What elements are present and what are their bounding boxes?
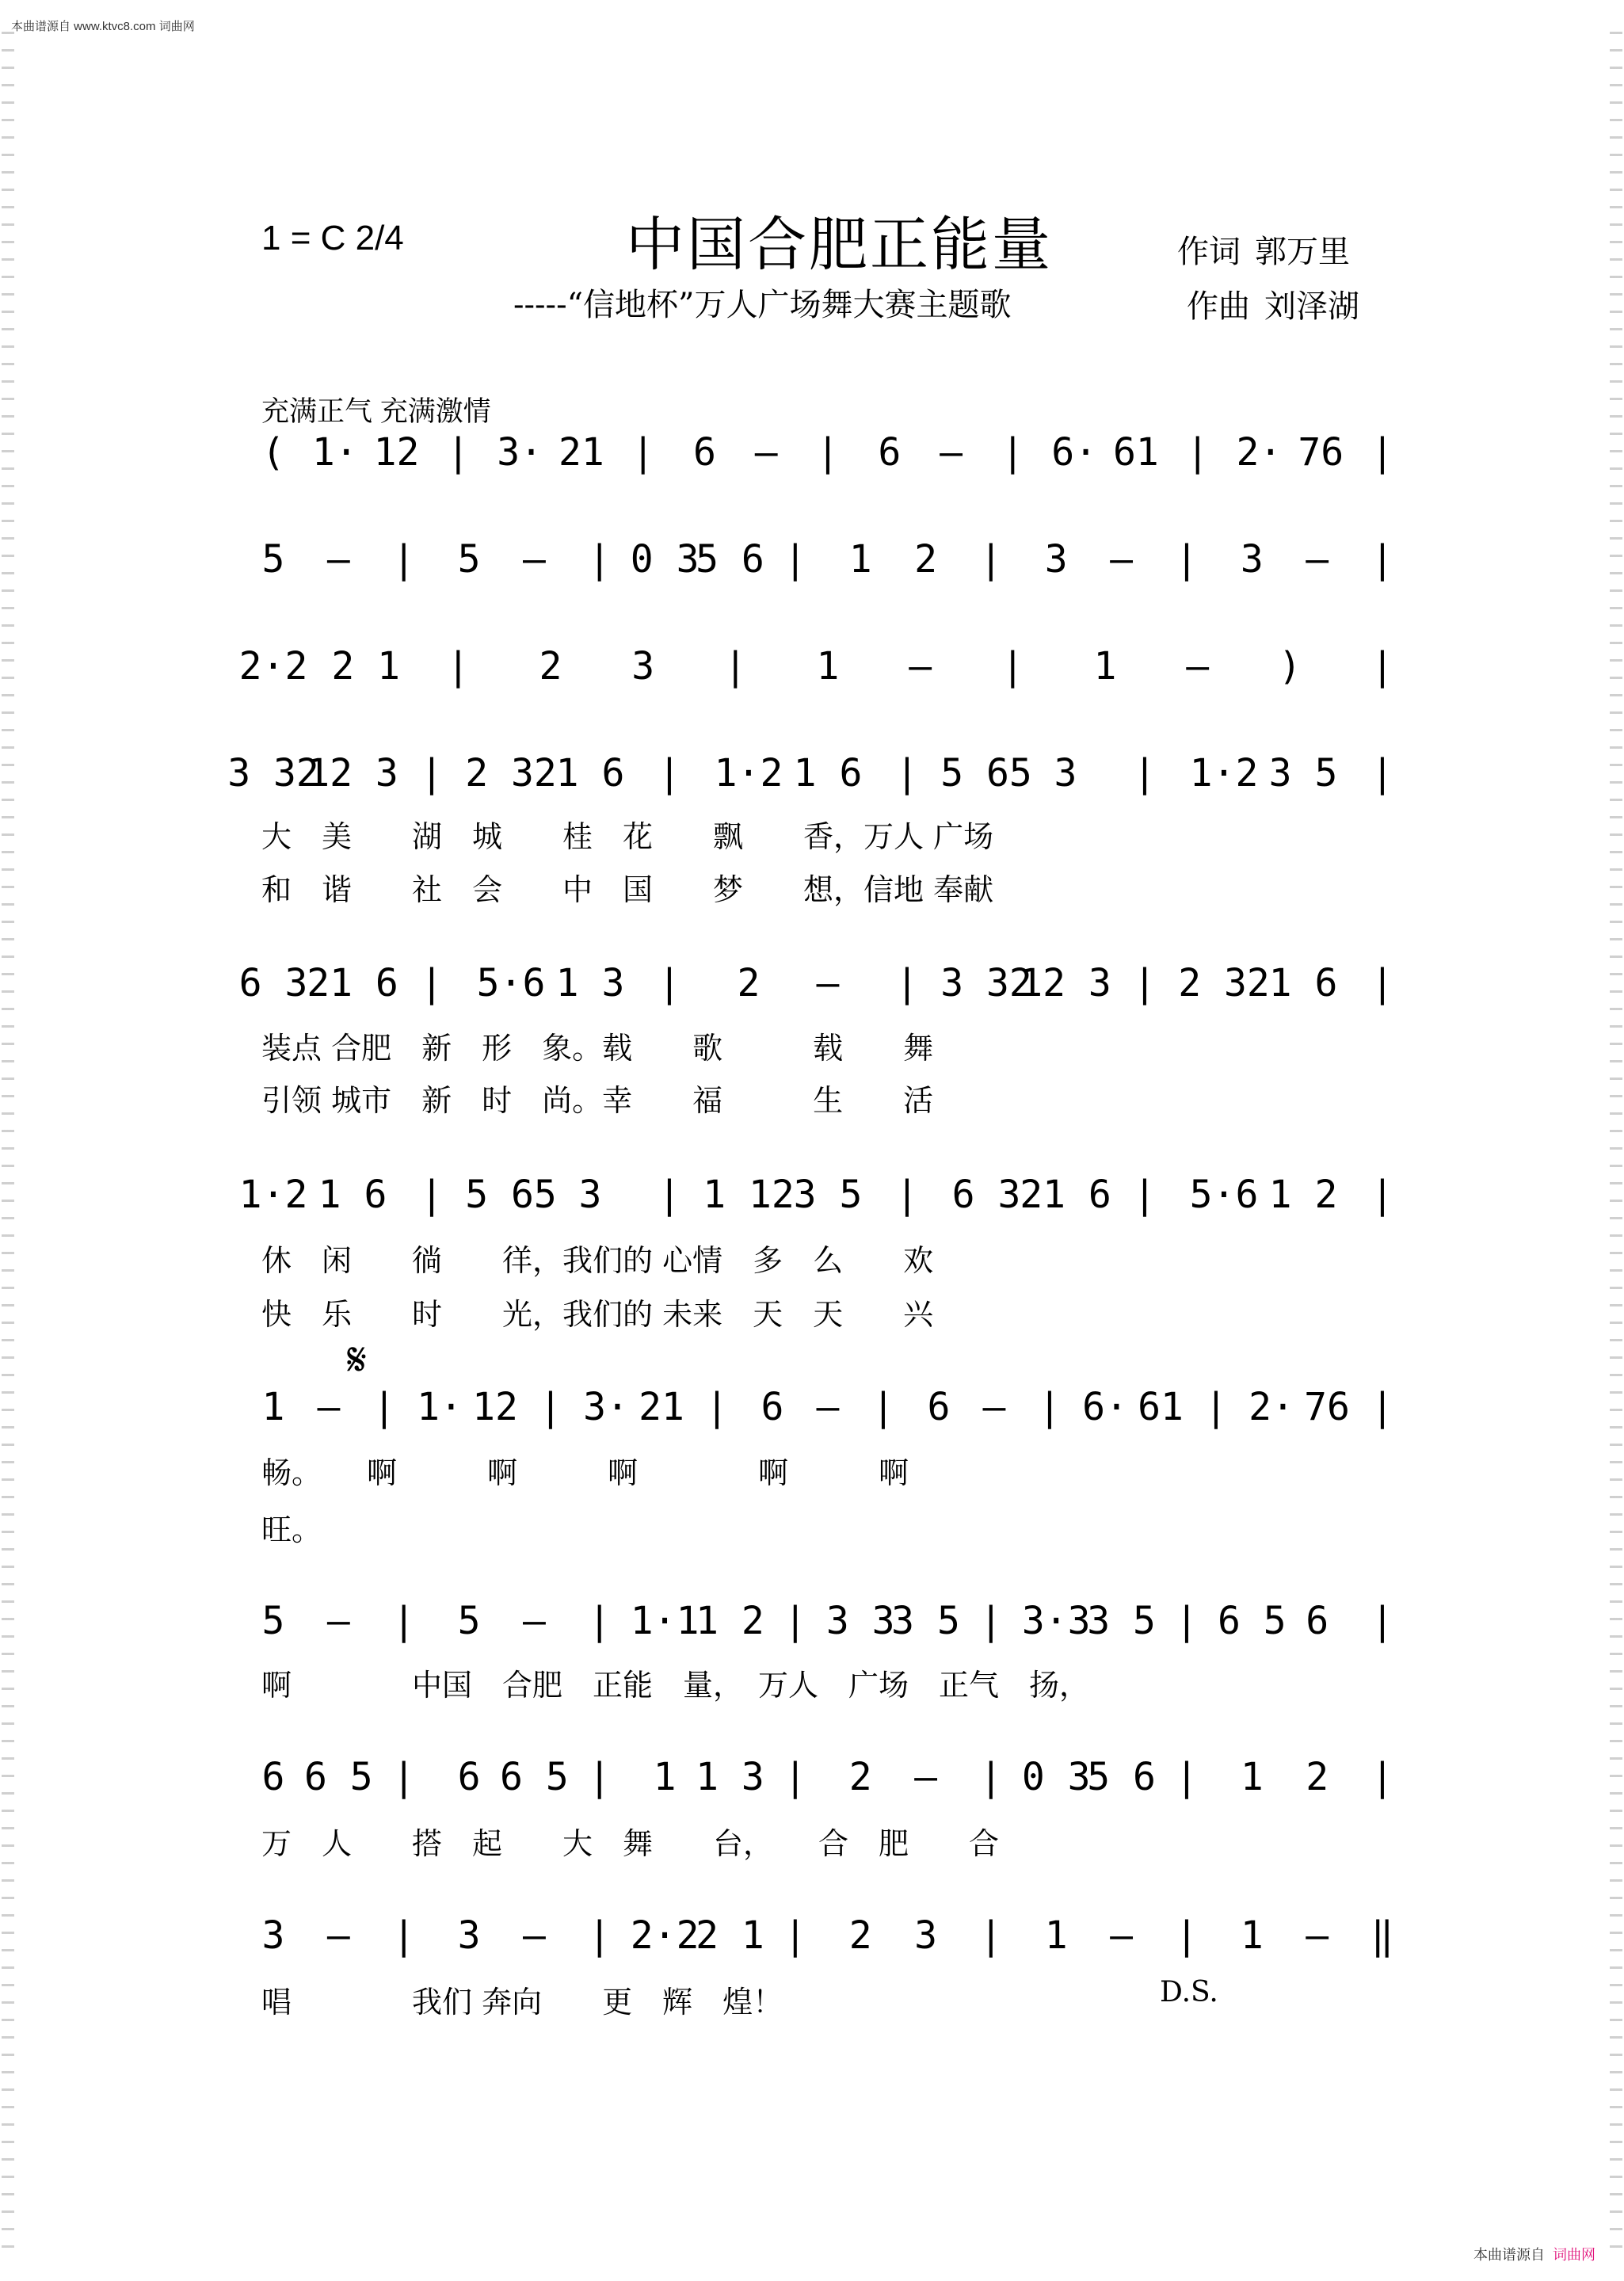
barline: |: [588, 1913, 612, 1958]
note-group: 5 6: [1087, 1755, 1156, 1799]
note-group: 3·3: [1021, 1599, 1091, 1643]
barline: |: [1370, 430, 1394, 475]
barline: |: [979, 1913, 1003, 1958]
barline: |: [1204, 1385, 1228, 1429]
note-group: –: [326, 1599, 350, 1643]
barline: |: [1133, 751, 1157, 795]
note-group: 1: [1093, 644, 1117, 688]
note-group: 3: [631, 644, 655, 688]
barline: |: [1001, 430, 1024, 475]
note-group: 1·2: [1189, 751, 1259, 795]
lyric-line-4-verse-2: 和 谐 社 会 中 国 梦 想，信地 奉献: [261, 872, 994, 907]
song-title: 中国合肥正能量: [626, 211, 1053, 279]
barline: |: [392, 1755, 416, 1799]
barline: |: [1175, 1599, 1199, 1643]
barline: |: [588, 1755, 612, 1799]
note-group: 1·: [311, 430, 358, 475]
lyric-line-10-verse-1: 唱 我们 奔向 更 辉 煌！: [261, 1985, 783, 2020]
barline: |: [446, 430, 470, 475]
note-group: –: [940, 430, 963, 475]
note-group: 6 5: [304, 1755, 373, 1799]
barline: |: [816, 430, 840, 475]
note-group: 3 32: [940, 961, 1032, 1005]
note-group: 2·: [1236, 430, 1283, 475]
barline: |: [1133, 1173, 1157, 1217]
barline: |: [1186, 430, 1210, 475]
barline: |: [723, 644, 747, 688]
note-group: 3 3: [825, 1599, 895, 1643]
note-group: 5 65: [940, 751, 1032, 795]
barline: |: [392, 1599, 416, 1643]
barline: |: [895, 751, 919, 795]
note-group: 3 5: [1087, 1599, 1156, 1643]
note-group: 2: [848, 1913, 872, 1958]
note-group: –: [1306, 1913, 1329, 1958]
note-group: 6 5: [1217, 1599, 1287, 1643]
note-group: 6: [878, 430, 902, 475]
note-group: –: [1186, 644, 1210, 688]
note-group: ): [1278, 644, 1302, 688]
lyric-line-6-verse-1: 休 闲 徜 徉，我们的 心情 多 么 欢: [261, 1243, 934, 1278]
lyric-line-4-verse-1: 大 美 湖 城 桂 花 飘 香，万人 广场: [261, 819, 994, 854]
barline: |: [588, 1599, 612, 1643]
note-group: 2: [914, 537, 937, 582]
note-group: 12 3: [1020, 961, 1111, 1005]
note-group: 1: [1044, 1913, 1068, 1958]
note-group: 5·6: [476, 961, 546, 1005]
notation-svg-4: [227, 737, 1398, 816]
note-group: 12 3: [307, 751, 398, 795]
note-group: 6: [261, 1755, 285, 1799]
notation-line-7: [257, 1371, 1398, 1450]
note-group: 1 6: [793, 751, 863, 795]
segno-sign: 𝄋: [347, 1333, 367, 1387]
notation-line-2: [257, 523, 1398, 602]
notation-line-3: [238, 630, 1398, 709]
note-group: 2: [539, 644, 562, 688]
note-group: 3: [578, 1173, 602, 1217]
note-group: 6: [457, 1755, 481, 1799]
tempo-marking: 充满正气 充满激情: [261, 396, 491, 427]
barline: |: [1370, 537, 1394, 582]
barline: |: [446, 644, 470, 688]
barline: |: [1370, 1385, 1394, 1429]
note-group: 1: [1240, 1755, 1264, 1799]
note-group: 5: [457, 537, 481, 582]
note-group: 1: [1240, 1913, 1264, 1958]
barline: |: [1175, 537, 1199, 582]
note-group: 1 6: [555, 751, 625, 795]
note-group: 6 3: [238, 961, 308, 1005]
notation-line-6: [238, 1158, 1398, 1238]
note-group: 61: [1112, 430, 1159, 475]
note-group: 3 5: [793, 1173, 863, 1217]
note-group: 5: [457, 1599, 481, 1643]
barline: |: [895, 961, 919, 1005]
note-group: 2·2: [630, 1913, 700, 1958]
note-group: 5 6: [696, 537, 764, 582]
note-group: 6: [1306, 1599, 1329, 1643]
note-group: (: [261, 430, 285, 475]
barline: |: [979, 537, 1003, 582]
note-group: –: [909, 644, 932, 688]
barline: |: [979, 1599, 1003, 1643]
note-group: –: [326, 1913, 350, 1958]
lyricist-credit: [1177, 227, 1350, 272]
lyric-line-7-verse-1: 畅。 啊 啊 啊 啊 啊: [261, 1455, 909, 1490]
barline: |: [895, 1173, 919, 1217]
note-group: 3: [1054, 751, 1077, 795]
note-group: 3: [1240, 537, 1264, 582]
note-group: 61: [1138, 1385, 1184, 1429]
barline: |: [420, 1173, 444, 1217]
note-group: 1 12: [703, 1173, 795, 1217]
barline: |: [588, 537, 612, 582]
note-group: 6·: [1082, 1385, 1128, 1429]
notation-svg-10: [257, 1899, 1398, 1978]
note-group: 3: [261, 1913, 285, 1958]
note-group: –: [1306, 537, 1329, 582]
note-group: 1·1: [630, 1599, 700, 1643]
note-group: 5: [261, 537, 285, 582]
note-group: 1·2: [714, 751, 783, 795]
note-group: 2·2: [238, 644, 308, 688]
note-group: 76: [1298, 430, 1344, 475]
note-group: 1: [816, 644, 840, 688]
note-group: 1 2: [696, 1599, 764, 1643]
note-group: –: [816, 1385, 840, 1429]
barline: |: [871, 1385, 895, 1429]
note-group: 6 5: [500, 1755, 569, 1799]
barline: |: [979, 1755, 1003, 1799]
barline: |: [1133, 961, 1157, 1005]
dal-segno-marking: D.S.: [1160, 1976, 1218, 2008]
notation-line-8: [257, 1585, 1398, 1664]
barline: |: [392, 1913, 416, 1958]
note-group: 21 6: [307, 961, 398, 1005]
note-group: 1: [653, 1755, 677, 1799]
note-group: 3: [914, 1913, 937, 1958]
note-group: 21: [558, 430, 604, 475]
notation-line-4: [227, 737, 1398, 816]
note-group: 3: [457, 1913, 481, 1958]
note-group: 21: [639, 1385, 684, 1429]
composer-name: 刘泽湖: [1264, 288, 1359, 325]
left-margin-watermark-strip: [2, 32, 14, 2249]
note-group: 0 3: [630, 537, 700, 582]
note-group: –: [816, 961, 840, 1005]
note-group: 2: [737, 961, 761, 1005]
barline: |: [658, 751, 681, 795]
note-group: –: [1110, 1913, 1134, 1958]
note-group: 1·: [417, 1385, 463, 1429]
barline: ‖: [1370, 1913, 1394, 1958]
note-group: –: [1110, 537, 1134, 582]
note-group: 3·: [583, 1385, 629, 1429]
note-group: 1 6: [1268, 961, 1338, 1005]
note-group: –: [982, 1385, 1006, 1429]
note-group: 5: [261, 1599, 285, 1643]
note-group: 3 32: [227, 751, 319, 795]
note-group: 3 5: [891, 1599, 960, 1643]
lyric-line-9-verse-1: 万 人 搭 起 大 舞 台， 合 肥 合: [261, 1826, 1000, 1861]
note-group: –: [326, 537, 350, 582]
note-group: 0 3: [1021, 1755, 1091, 1799]
lyricist-name: 郭万里: [1255, 234, 1350, 270]
notation-line-1: [257, 416, 1398, 495]
notation-svg-8: [257, 1585, 1398, 1664]
barline: |: [372, 1385, 396, 1429]
notation-svg-3: [238, 630, 1398, 709]
barline: |: [539, 1385, 562, 1429]
note-group: –: [754, 430, 778, 475]
note-group: 5 65: [465, 1173, 557, 1217]
note-group: 76: [1304, 1385, 1350, 1429]
barline: |: [1370, 1599, 1394, 1643]
barline: |: [1001, 644, 1024, 688]
note-group: –: [317, 1385, 341, 1429]
barline: |: [1038, 1385, 1062, 1429]
notation-svg-7: [257, 1371, 1398, 1450]
note-group: 1 6: [318, 1173, 387, 1217]
barline: |: [1370, 1755, 1394, 1799]
key-signature: 1 = C 2/4: [261, 219, 404, 257]
note-group: 3: [1044, 537, 1068, 582]
note-group: 21 6: [1020, 1173, 1111, 1217]
notation-line-10: [257, 1899, 1398, 1978]
note-group: 6 3: [951, 1173, 1021, 1217]
footer-site-mark: 词曲网: [1553, 2247, 1595, 2263]
note-group: –: [522, 1599, 546, 1643]
note-group: 1·2: [238, 1173, 308, 1217]
notation-svg-6: [238, 1158, 1398, 1238]
note-group: –: [914, 1755, 937, 1799]
footer-source: [1473, 2244, 1595, 2264]
barline: |: [1175, 1755, 1199, 1799]
note-group: 1: [261, 1385, 285, 1429]
barline: |: [420, 751, 444, 795]
note-group: 6: [927, 1385, 951, 1429]
barline: |: [1370, 644, 1394, 688]
note-group: 6·: [1051, 430, 1098, 475]
right-margin-watermark-strip: [1610, 32, 1622, 2249]
note-group: –: [522, 537, 546, 582]
note-group: 2·: [1248, 1385, 1294, 1429]
lyric-line-5-verse-2: 引领 城市 新 时 尚。幸 福 生 活: [261, 1083, 934, 1118]
note-group: 2 32: [1178, 961, 1270, 1005]
note-group: 2 32: [465, 751, 557, 795]
barline: |: [783, 537, 807, 582]
note-group: 1 2: [1268, 1173, 1338, 1217]
footer-source-label: 本曲谱源自: [1473, 2247, 1545, 2263]
note-group: 6: [761, 1385, 784, 1429]
barline: |: [1175, 1913, 1199, 1958]
note-group: 2: [1306, 1755, 1329, 1799]
site-source-note: 本曲谱源自 www.ktvc8.com 词曲网: [11, 20, 195, 33]
composer-label: 作曲: [1187, 288, 1250, 325]
note-group: –: [522, 1913, 546, 1958]
note-group: 1 3: [555, 961, 625, 1005]
note-group: 3 5: [1268, 751, 1338, 795]
note-group: 6: [692, 430, 716, 475]
note-group: 12: [472, 1385, 518, 1429]
barline: |: [783, 1913, 807, 1958]
note-group: 2 1: [696, 1913, 764, 1958]
barline: |: [420, 961, 444, 1005]
barline: |: [1370, 751, 1394, 795]
note-group: 3·: [497, 430, 543, 475]
notation-line-9: [257, 1741, 1398, 1820]
note-group: 1: [848, 537, 872, 582]
barline: |: [1370, 961, 1394, 1005]
note-group: 2: [848, 1755, 872, 1799]
barline: |: [1370, 1173, 1394, 1217]
note-group: 1 3: [696, 1755, 764, 1799]
barline: |: [705, 1385, 729, 1429]
barline: |: [392, 537, 416, 582]
song-subtitle: -----“信地杯”万人广场舞大赛主题歌: [513, 287, 1012, 323]
note-group: 12: [373, 430, 420, 475]
note-group: 2 1: [331, 644, 401, 688]
note-group: 5·6: [1189, 1173, 1259, 1217]
composer-credit: [1187, 281, 1359, 326]
lyric-line-8-verse-1: 啊 中国 合肥 正能 量， 万人 广场 正气 扬，: [261, 1668, 1090, 1703]
notation-svg-2: [257, 523, 1398, 602]
barline: |: [631, 430, 655, 475]
lyric-line-7-verse-2: 旺。: [261, 1512, 322, 1547]
barline: |: [658, 1173, 681, 1217]
notation-svg-9: [257, 1741, 1398, 1820]
lyric-line-5-verse-1: 装点 合肥 新 形 象。载 歌 载 舞: [261, 1031, 934, 1066]
barline: |: [783, 1599, 807, 1643]
notation-svg-1: [257, 416, 1398, 495]
lyric-line-6-verse-2: 快 乐 时 光，我们的 未来 天 天 兴: [261, 1297, 934, 1332]
lyricist-label: 作词: [1177, 234, 1241, 270]
barline: |: [783, 1755, 807, 1799]
notation-svg-5: [238, 947, 1398, 1026]
barline: |: [658, 961, 681, 1005]
notation-line-5: [238, 947, 1398, 1026]
